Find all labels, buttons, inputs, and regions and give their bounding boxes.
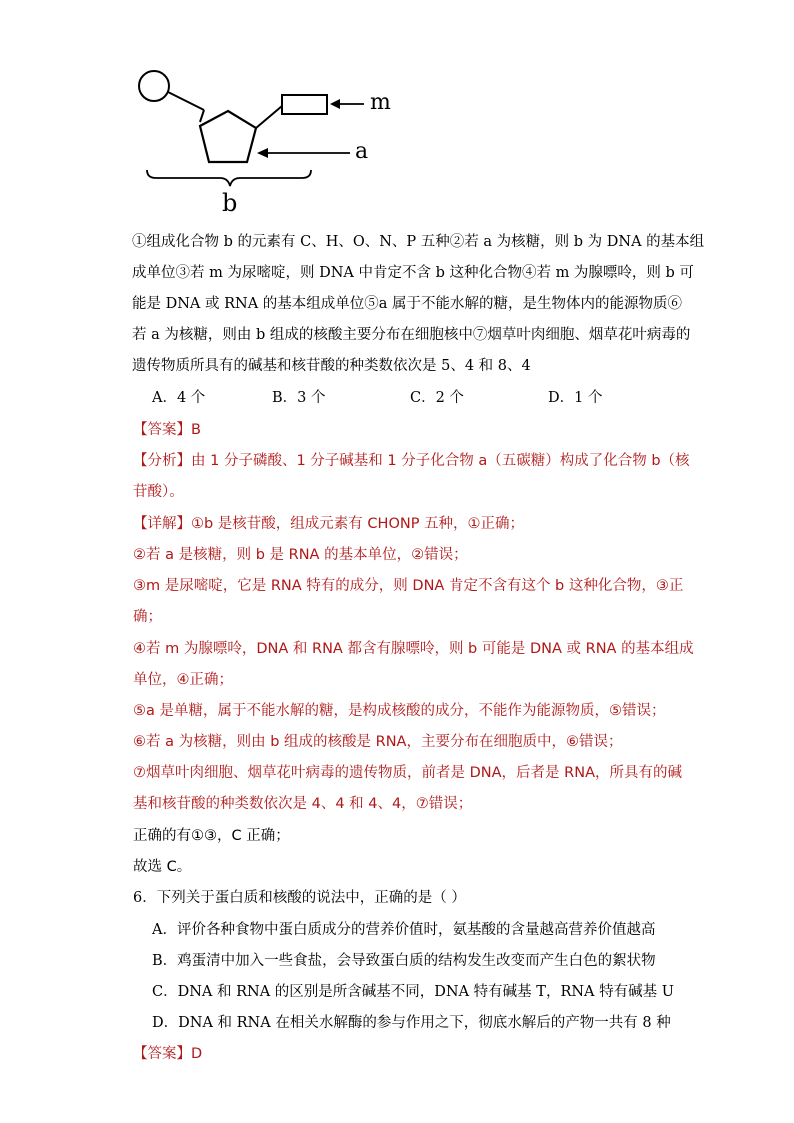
- label-m: m: [370, 90, 391, 115]
- q5-detail-line: ⑦烟草叶肉细胞、烟草花叶病毒的遗传物质，前者是 DNA，后者是 RNA，所具有的碱: [133, 765, 682, 781]
- q6-option-b: B．鸡蛋清中加入一些食盐，会导致蛋白质的结构发生改变而产生白色的絮状物: [152, 953, 656, 969]
- q5-detail-line: ④若 m 为腺嘌呤，DNA 和 RNA 都含有腺嘌呤，则 b 可能是 DNA 或 RNA 的基本组成: [133, 641, 694, 657]
- q5-option-b: B．3 个: [272, 390, 326, 406]
- q6-stem: 6．下列关于蛋白质和核酸的说法中，正确的是（ ）: [133, 890, 466, 906]
- q5-analysis-line: 苷酸）。: [133, 484, 184, 500]
- q5-detail-line: ⑥若 a 为核糖，则由 b 组成的核酸是 RNA，主要分布在细胞质中，⑥错误；: [133, 734, 623, 750]
- phosphate-bond-2: [200, 110, 204, 122]
- q5-detail-line: 基和核苷酸的种类数依次是 4、4 和 4、4，⑦错误；: [133, 796, 473, 812]
- base-rectangle: [282, 95, 327, 114]
- q5-stem-line: 能是 DNA 或 RNA 的基本组成单位⑤a 属于不能水解的糖，是生物体内的能源物质⑥: [132, 296, 683, 312]
- q5-option-d: D．1 个: [548, 390, 603, 406]
- q5-detail-line: ③m 是尿嘧啶，它是 RNA 特有的成分，则 DNA 肯定不含有这个 b 这种化合物，③正: [133, 578, 684, 594]
- q5-option-a: A．4 个: [152, 390, 206, 406]
- q6-option-a: A．评价各种食物中蛋白质成分的营养价值时，氨基酸的含量越高营养价值越高: [152, 922, 656, 938]
- q5-detail-line: 正确的有①③，C 正确；: [133, 828, 290, 844]
- q5-stem-line: 成单位③若 m 为尿嘧啶，则 DNA 中肯定不含 b 这种化合物④若 m 为腺嘌呤，则 b 可: [132, 265, 694, 281]
- q5-detail-line: ②若 a 是核糖，则 b 是 RNA 的基本单位，②错误；: [133, 547, 468, 563]
- phosphate-bond: [168, 92, 204, 110]
- q5-stem-line: ①组成化合物 b 的元素有 C、H、O、N、P 五种②若 a 为核糖，则 b 为 DNA 的基本组: [132, 234, 705, 250]
- brace-b: [147, 170, 311, 186]
- q5-answer: 【答案】B: [133, 422, 201, 438]
- q5-option-c: C．2 个: [410, 390, 464, 406]
- q5-detail-line: 故选 C。: [133, 859, 192, 875]
- q6-option-d: D．DNA 和 RNA 在相关水解酶的参与作用之下，彻底水解后的产物一共有 8 种: [152, 1015, 671, 1031]
- q5-detail-line: ⑤a 是单糖，属于不能水解的糖，是构成核酸的成分，不能作为能源物质，⑤错误；: [133, 703, 666, 719]
- arrow-m-head: [330, 99, 340, 109]
- q6-option-c: C．DNA 和 RNA 的区别是所含碱基不同，DNA 特有碱基 T，RNA 特有碱基 U: [152, 984, 674, 1000]
- q5-stem-line: 遗传物质所具有的碱基和核苷酸的种类数依次是 5、4 和 8、4: [132, 358, 531, 374]
- q5-detail-line: 确；: [133, 609, 162, 625]
- q5-analysis-line: 【分析】由 1 分子磷酸、1 分子碱基和 1 分子化合物 a（五碳糖）构成了化合物 b（核: [133, 453, 690, 469]
- q5-detail-line: 单位，④正确；: [133, 672, 233, 688]
- pentose-ring: [200, 111, 256, 162]
- phosphate-circle: [139, 71, 169, 101]
- label-a: a: [355, 139, 369, 164]
- nucleotide-diagram: [130, 66, 410, 216]
- base-bond: [256, 106, 282, 128]
- q5-detail-line: 【详解】①b 是核苷酸，组成元素有 CHONP 五种，①正确；: [133, 516, 525, 532]
- q5-stem-line: 若 a 为核糖，则由 b 组成的核酸主要分布在细胞核中⑦烟草叶肉细胞、烟草花叶病毒的: [132, 327, 691, 343]
- label-b: b: [222, 189, 238, 216]
- arrow-a-head: [257, 148, 268, 158]
- q6-answer: 【答案】D: [133, 1046, 203, 1062]
